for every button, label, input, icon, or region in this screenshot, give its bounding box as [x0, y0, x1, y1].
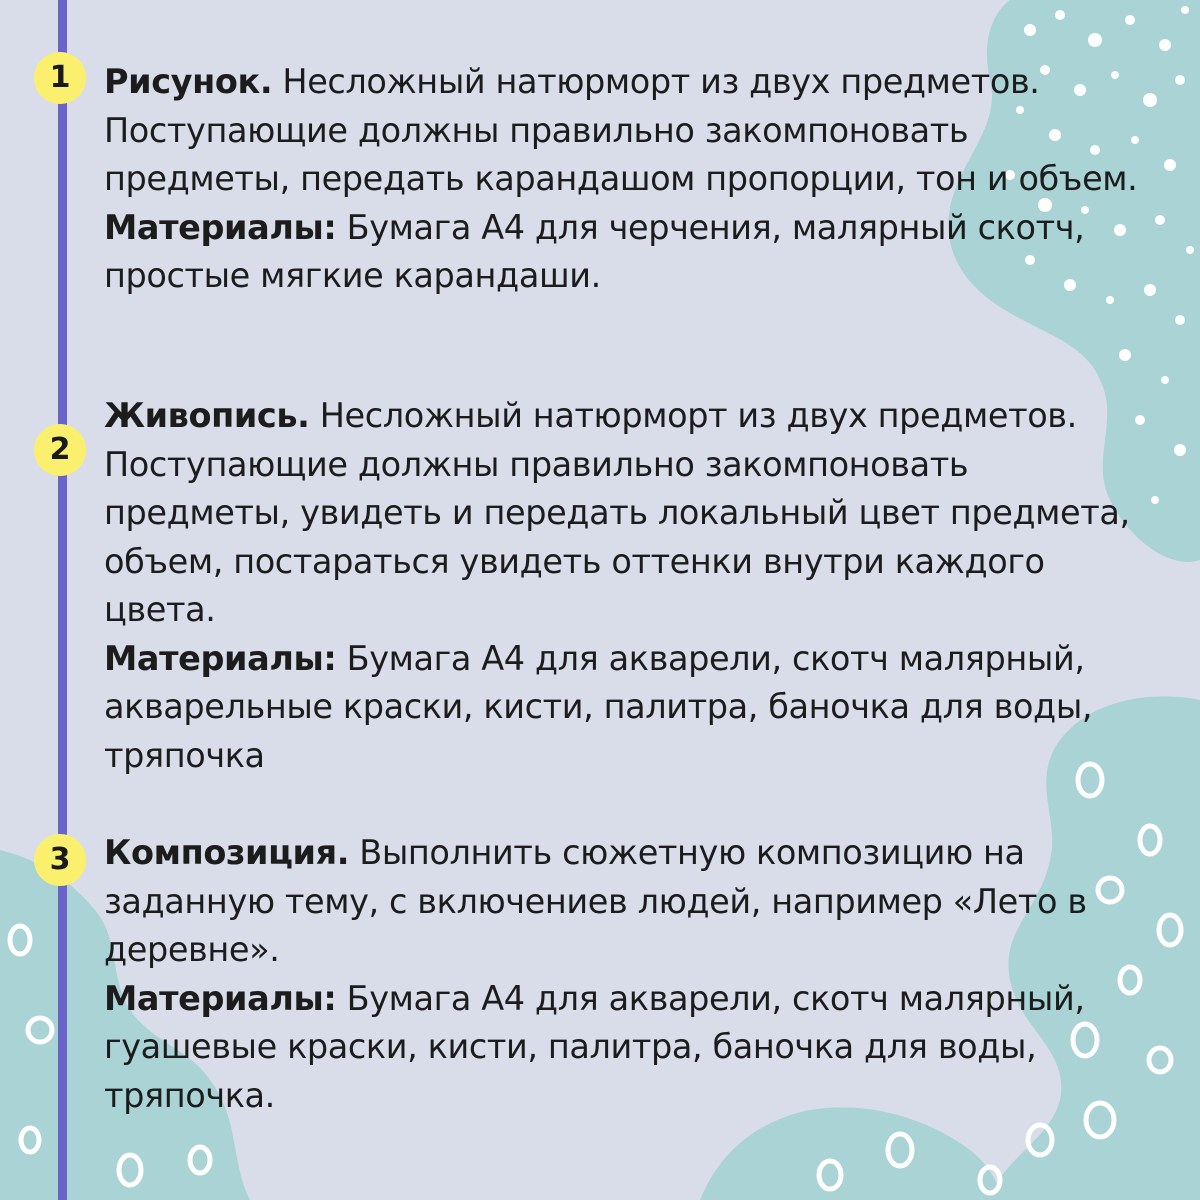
section-description	[104, 58, 1164, 204]
blob-bottom-center	[700, 1107, 1000, 1200]
timeline-bar	[58, 0, 67, 1200]
section-description	[104, 829, 1164, 975]
section-description	[104, 392, 1164, 635]
section-materials	[104, 204, 1164, 301]
materials-text: Бумага А4 для акварели, скотч малярный, гуашевые краски, кисти, палитра, баночка для воды, тряпочка.	[104, 978, 1085, 1115]
section-text: Несложный натюрморт из двух предметов. Поступающие должны правильно закомпоновать предметы, передать карандашом пропорции, тон и объем.	[104, 62, 1138, 198]
section-heading: Рисунок.	[104, 62, 273, 101]
section-heading: Композиция.	[104, 833, 350, 872]
materials-text: Бумага А4 для акварели, скотч малярный, акварельные краски, кисти, палитра, баночка для воды, тряпочка	[104, 638, 1093, 775]
materials-label: Материалы:	[104, 638, 337, 678]
materials-text: Бумага А4 для черчения, малярный скотч, простые мягкие карандаши.	[104, 207, 1085, 295]
section-composition	[104, 829, 1164, 1120]
section-painting	[104, 392, 1164, 780]
step-badge-3: 3	[34, 834, 86, 886]
section-drawing	[104, 58, 1164, 301]
section-text: Выполнить сюжетную композицию на заданную тему, с включениев людей, например «Лето в деревне».	[104, 833, 1087, 969]
section-heading: Живопись.	[104, 396, 310, 435]
materials-label: Материалы:	[104, 207, 337, 247]
materials-label: Материалы:	[104, 978, 337, 1018]
section-materials	[104, 635, 1164, 781]
section-text: Несложный натюрморт из двух предметов. Поступающие должны правильно закомпоновать предметы, увидеть и передать локальный цвет предмета, объем, постараться увидеть оттенки внутри каждого цвета.	[104, 396, 1130, 629]
section-materials	[104, 975, 1164, 1121]
step-badge-2: 2	[34, 424, 86, 476]
step-badge-1: 1	[34, 52, 86, 104]
